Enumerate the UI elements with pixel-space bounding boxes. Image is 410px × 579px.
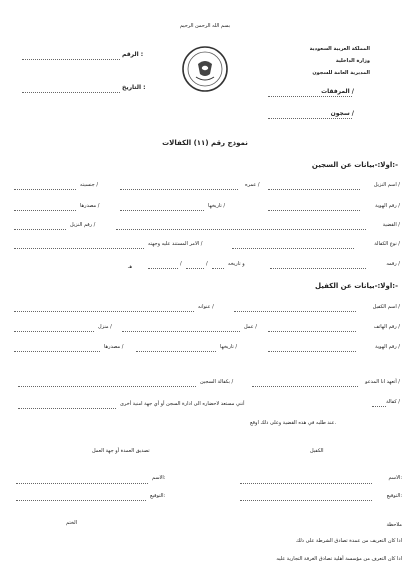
id-number-field[interactable] xyxy=(268,210,360,211)
inmate-number-field[interactable] xyxy=(14,229,66,230)
guarantor-name-label: اسم الكفيل / xyxy=(372,304,400,310)
guarantor-heading: الكفيل xyxy=(310,448,324,454)
work-label: عمل / xyxy=(244,324,257,330)
prisons-emblem-icon xyxy=(180,44,230,94)
guarantee-label: كفالة / xyxy=(386,399,400,405)
inmate-name-field[interactable] xyxy=(268,189,360,190)
address-field[interactable] xyxy=(14,311,194,312)
inmate-name-label: اسم النزيل / xyxy=(373,182,400,188)
prisons-field[interactable] xyxy=(268,118,352,119)
notes-line-2: اذا كان التعرف من مؤسسة أهلية تصادق الغرفة التجارية عليه xyxy=(276,556,402,562)
id-source-label: مصدرها / xyxy=(80,203,100,209)
order-ref-label: الامر المستند عليه وجهته / xyxy=(148,241,203,247)
hijri-suffix: هـ xyxy=(128,264,133,270)
order-number-label: رقمه / xyxy=(386,261,400,267)
order-date-day[interactable] xyxy=(148,268,178,269)
stamp-label: الختم xyxy=(66,520,77,526)
guarantor-signature-field[interactable] xyxy=(240,500,372,501)
authority-name-field[interactable] xyxy=(16,483,148,484)
pledge-commit: أنني مستعد لاحضاره الى ادارة السجن أو أي جهة امنية أخرى xyxy=(120,401,245,407)
basmala: بسم الله الرحمن الرحيم xyxy=(179,23,231,29)
attachments-label: المرفقات / xyxy=(321,88,354,95)
guarantor-id-field[interactable] xyxy=(268,351,356,352)
id-source-field[interactable] xyxy=(14,210,76,211)
date-field[interactable] xyxy=(22,92,120,93)
authority-signature-field[interactable] xyxy=(16,500,146,501)
home-field[interactable] xyxy=(14,331,94,332)
form-title: نموذج رقم (١١) الكفالات xyxy=(162,139,248,147)
order-date-year[interactable] xyxy=(212,268,224,269)
date-label: التاريخ : xyxy=(122,84,146,91)
guarantee-field[interactable] xyxy=(372,406,386,407)
number-label: الرقم : xyxy=(122,51,144,58)
section1-title: اولا:-بيانات عن السجين:- xyxy=(311,161,398,169)
nationality-field[interactable] xyxy=(14,189,76,190)
address-label: عنوانه / xyxy=(198,304,214,310)
guarantor-sign-name-field[interactable] xyxy=(240,483,372,484)
authority-heading: تصديق العمدة أو جهة العمل xyxy=(92,448,150,454)
age-label: عمره / xyxy=(245,182,260,188)
order-ref-field[interactable] xyxy=(14,248,144,249)
id-date-field[interactable] xyxy=(120,210,204,211)
case-field[interactable] xyxy=(116,229,366,230)
pledge-commit-field[interactable] xyxy=(18,408,116,409)
order-number-field[interactable] xyxy=(270,268,366,269)
guarantee-type-label: نوع الكفالة / xyxy=(374,241,400,247)
age-field[interactable] xyxy=(120,189,238,190)
work-field[interactable] xyxy=(122,331,240,332)
authority-name-label: الاسم: xyxy=(152,475,166,481)
case-label: القضية / xyxy=(382,222,400,228)
id-date-label: تاريخها / xyxy=(208,203,226,209)
org-line-3: المديرية العامة للسجون xyxy=(312,70,370,76)
guarantor-name-field[interactable] xyxy=(234,311,356,312)
notes-line-1: اذا كان التعريف من عمدة تصادق الشرطة على ذلك xyxy=(296,538,402,544)
guarantor-id-date-label: تاريخها / xyxy=(220,344,238,350)
section2-title: اولا:-بيانات عن الكفيل:- xyxy=(315,282,398,290)
guarantor-id-source-field[interactable] xyxy=(14,351,100,352)
nationality-label: جنسيته / xyxy=(80,182,99,188)
home-label: منزل / xyxy=(98,324,112,330)
guarantor-id-date-field[interactable] xyxy=(136,351,216,352)
org-line-2: وزارة الداخلية xyxy=(335,58,370,64)
pledge-named-label: أتعهد انا المدعو / xyxy=(365,379,400,385)
guarantor-id-label: رقم الهوية / xyxy=(375,344,400,350)
notes-title: ملاحظة xyxy=(386,522,402,528)
order-date-month[interactable] xyxy=(186,268,204,269)
by-guarantee-field[interactable] xyxy=(18,386,196,387)
pledge-on-demand: عند طلبه في هذه القضية وعلى ذلك اوقع. xyxy=(250,420,337,426)
pledge-named-field[interactable] xyxy=(252,386,358,387)
guarantor-id-source-label: مصدرها / xyxy=(104,344,124,350)
number-field[interactable] xyxy=(22,59,120,60)
phone-label: رقم الهاتف / xyxy=(373,324,400,330)
prisons-label: سجون / xyxy=(330,110,354,117)
guarantee-type-field[interactable] xyxy=(232,248,354,249)
org-line-1: المملكة العربية السعودية xyxy=(309,46,370,52)
order-date-label: و تاريخه xyxy=(228,261,245,267)
authority-signature-label: التوقيع: xyxy=(150,493,166,499)
guarantor-signature-label: التوقيع: xyxy=(386,493,402,499)
phone-field[interactable] xyxy=(268,331,356,332)
attachments-field[interactable] xyxy=(268,96,352,97)
id-number-label: رقم الهوية / xyxy=(375,203,400,209)
by-guarantee-label: بكفالة السجين / xyxy=(200,379,234,385)
guarantor-name-sign-label: الاسم: xyxy=(388,475,402,481)
inmate-number-label: رقم النزيل / xyxy=(70,222,96,228)
